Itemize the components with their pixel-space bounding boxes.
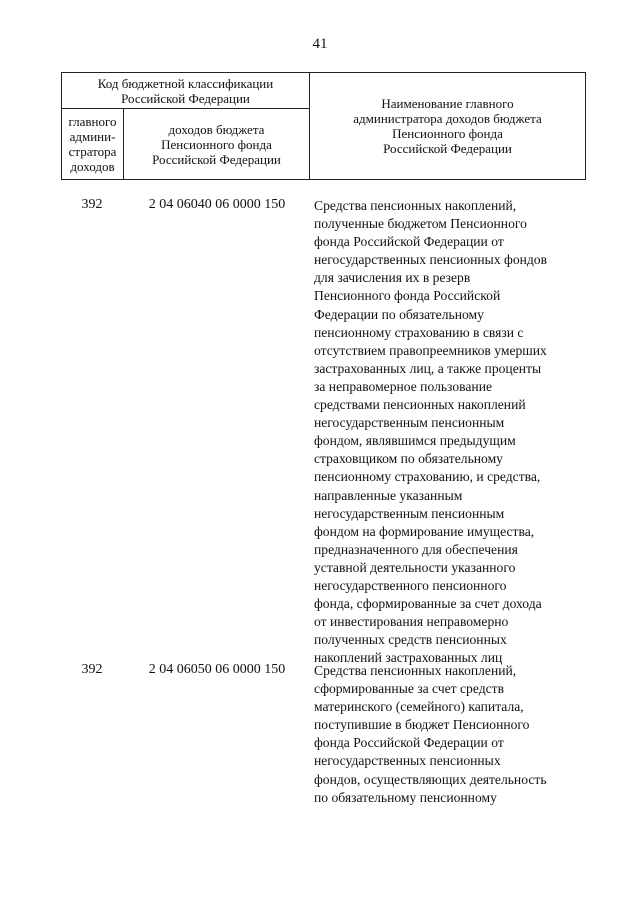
income-name-line: Федерации по обязательному: [314, 306, 484, 322]
admin-header-line: главного: [68, 114, 117, 129]
income-name-line: Средства пенсионных накоплений,: [314, 198, 517, 213]
page-number: 41: [312, 36, 328, 52]
income-name-line: фонда Российской Федерации от: [314, 735, 504, 751]
admin-header-line: стратора: [68, 144, 117, 159]
administrator-name-header: [310, 73, 586, 180]
income-name-line: негосударственных пенсионных: [314, 753, 501, 769]
income-name-line: фондом на формирование имущества,: [314, 523, 535, 539]
income-name-line: негосударственного пенсионного: [314, 577, 507, 593]
income-name-line: направленные указанным: [314, 487, 463, 503]
income-code-header: [124, 109, 310, 180]
income-name-line: по обязательному пенсионному: [314, 789, 497, 805]
income-name-line: страховщиком по обязательному: [314, 451, 503, 467]
income-name-line: средствами пенсионных накоплений: [314, 397, 526, 413]
income-name-line: фондом, являвшимся предыдущим: [314, 433, 516, 449]
name-header-line: Российской Федерации: [383, 141, 512, 156]
admin-header-line: админи-: [69, 129, 116, 144]
income-name-line: отсутствием правопреемников умерших: [314, 342, 547, 358]
income-name-line: для зачисления их в резерв: [314, 270, 471, 286]
name-header-line: администратора доходов бюджета: [353, 111, 542, 126]
income-name-line: предназначенного для обеспечения: [314, 541, 518, 557]
income-header-line: Российской Федерации: [152, 151, 281, 167]
income-name-line: Пенсионного фонда Российской: [314, 288, 501, 304]
classification-title-line: Российской Федерации: [121, 90, 250, 106]
income-name-line: накоплений застрахованных лиц: [314, 650, 503, 666]
income-code: 2 04 06040 06 0000 150: [148, 197, 286, 212]
income-name-line: поступившие в бюджет Пенсионного: [314, 717, 530, 733]
income-name-line: сформированные за счет средств: [314, 681, 505, 697]
income-name-line: негосударственных пенсионных фондов: [314, 252, 548, 268]
income-name-line: пенсионному страхованию, и средства,: [314, 469, 541, 485]
name-header-line: Пенсионного фонда: [392, 126, 503, 141]
classification-header-table: [61, 72, 586, 180]
income-name-line: негосударственным пенсионным: [314, 505, 505, 521]
income-name-line: негосударственным пенсионным: [314, 415, 505, 431]
admin-header-line: доходов: [70, 159, 115, 174]
admin-code: 392: [81, 662, 103, 677]
classification-code-header: [62, 73, 310, 109]
classification-title-line: Код бюджетной классификации: [97, 75, 274, 91]
admin-code-header: [62, 109, 124, 180]
income-name-line: Средства пенсионных накоплений,: [314, 663, 517, 678]
name-header-line: Наименование главного: [381, 96, 514, 111]
income-header-line: Пенсионного фонда: [161, 136, 272, 152]
income-name-line: полученные бюджетом Пенсионного: [314, 216, 527, 232]
admin-code: 392: [81, 197, 103, 212]
income-name: [314, 662, 584, 807]
income-name-line: фонда Российской Федерации от: [314, 234, 504, 250]
income-name-line: за неправомерное пользование: [314, 378, 492, 394]
income-name-line: пенсионному страхованию в связи с: [314, 324, 524, 340]
income-name-line: фондов, осуществляющих деятельность: [314, 771, 547, 787]
income-code: 2 04 06050 06 0000 150: [148, 662, 286, 677]
income-name-line: полученных средств пенсионных: [314, 632, 507, 648]
income-name: [314, 197, 584, 667]
income-name-line: от инвестирования неправомерно: [314, 614, 509, 630]
income-header-line: доходов бюджета: [168, 121, 265, 137]
income-name-line: уставной деятельности указанного: [314, 559, 516, 575]
income-name-line: фонда, сформированные за счет дохода: [314, 596, 542, 612]
income-name-line: застрахованных лиц, а также проценты: [314, 360, 542, 376]
income-name-line: материнского (семейного) капитала,: [314, 699, 524, 715]
